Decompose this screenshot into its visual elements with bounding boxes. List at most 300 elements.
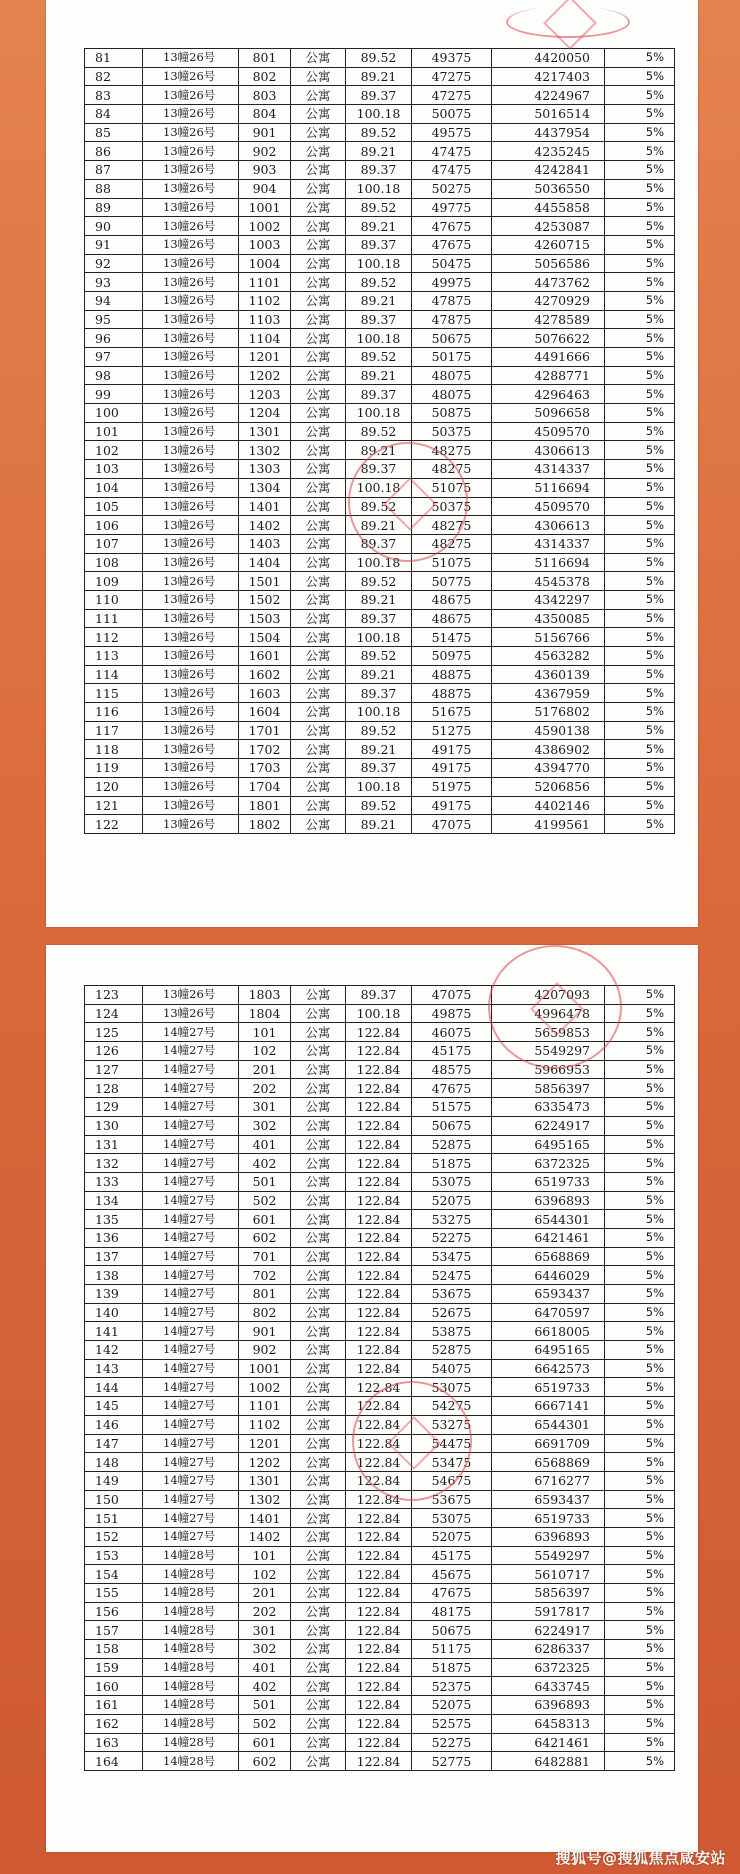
row-number: 112 [85,628,143,647]
building-cell: 13幢26号 [143,179,239,198]
rate-cell: 5% [605,217,675,236]
unit-cell: 501 [239,1696,291,1715]
table-row [85,1415,675,1434]
total-price-cell: 4207093 [492,986,605,1005]
table-row [85,1285,675,1304]
area-cell: 122.84 [346,1154,412,1173]
total-price-cell: 4996478 [492,1004,605,1023]
area-cell: 100.18 [346,478,412,497]
area-cell: 89.21 [346,441,412,460]
unit-cell: 1204 [239,404,291,423]
unit-price-cell: 50475 [412,254,492,273]
area-cell: 122.84 [346,1397,412,1416]
table-row [85,647,675,666]
rate-cell: 5% [605,254,675,273]
unit-price-cell: 47475 [412,142,492,161]
area-cell: 89.52 [346,721,412,740]
rate-cell: 5% [605,49,675,68]
building-cell: 13幢26号 [143,291,239,310]
building-cell: 14幢27号 [143,1434,239,1453]
row-number: 155 [85,1584,143,1603]
type-cell: 公寓 [291,1696,346,1715]
total-price-cell: 5056586 [492,254,605,273]
building-cell: 13幢26号 [143,67,239,86]
unit-price-cell: 48875 [412,684,492,703]
area-cell: 100.18 [346,254,412,273]
total-price-cell: 4509570 [492,497,605,516]
unit-cell: 1001 [239,1359,291,1378]
table-row [85,254,675,273]
unit-cell: 804 [239,105,291,124]
rate-cell: 5% [605,1060,675,1079]
rate-cell: 5% [605,534,675,553]
unit-cell: 502 [239,1191,291,1210]
rate-cell: 5% [605,161,675,180]
building-cell: 14幢28号 [143,1752,239,1771]
unit-cell: 1502 [239,590,291,609]
rate-cell: 5% [605,1322,675,1341]
row-number: 117 [85,721,143,740]
rate-cell: 5% [605,777,675,796]
unit-cell: 1101 [239,1397,291,1416]
rate-cell: 5% [605,1453,675,1472]
total-price-cell: 4288771 [492,366,605,385]
rate-cell: 5% [605,1023,675,1042]
row-number: 151 [85,1509,143,1528]
area-cell: 122.84 [346,1228,412,1247]
table-row [85,1172,675,1191]
unit-cell: 802 [239,67,291,86]
table-row [85,1565,675,1584]
building-cell: 14幢27号 [143,1228,239,1247]
type-cell: 公寓 [291,796,346,815]
unit-price-cell: 47675 [412,235,492,254]
area-cell: 89.52 [346,123,412,142]
rate-cell: 5% [605,1434,675,1453]
rate-cell: 5% [605,553,675,572]
total-price-cell: 5016514 [492,105,605,124]
rate-cell: 5% [605,348,675,367]
type-cell: 公寓 [291,273,346,292]
type-cell: 公寓 [291,740,346,759]
unit-cell: 1103 [239,310,291,329]
table-row [85,385,675,404]
unit-cell: 1402 [239,516,291,535]
unit-cell: 402 [239,1677,291,1696]
area-cell: 89.21 [346,516,412,535]
row-number: 99 [85,385,143,404]
table-row [85,572,675,591]
unit-cell: 801 [239,1285,291,1304]
table-row [85,1023,675,1042]
unit-cell: 1401 [239,1509,291,1528]
rate-cell: 5% [605,123,675,142]
rate-cell: 5% [605,1004,675,1023]
rate-cell: 5% [605,460,675,479]
total-price-cell: 6446029 [492,1266,605,1285]
row-number: 103 [85,460,143,479]
area-cell: 122.84 [346,1546,412,1565]
building-cell: 13幢26号 [143,142,239,161]
unit-cell: 102 [239,1042,291,1061]
unit-cell: 1701 [239,721,291,740]
table-row [85,759,675,778]
area-cell: 100.18 [346,179,412,198]
total-price-cell: 4224967 [492,86,605,105]
building-cell: 14幢27号 [143,1359,239,1378]
total-price-cell: 5156766 [492,628,605,647]
row-number: 161 [85,1696,143,1715]
area-cell: 100.18 [346,1004,412,1023]
building-cell: 13幢26号 [143,703,239,722]
type-cell: 公寓 [291,1060,346,1079]
type-cell: 公寓 [291,1042,346,1061]
unit-price-cell: 51575 [412,1098,492,1117]
total-price-cell: 5856397 [492,1079,605,1098]
area-cell: 122.84 [346,1042,412,1061]
total-price-cell: 6642573 [492,1359,605,1378]
unit-cell: 1703 [239,759,291,778]
row-number: 97 [85,348,143,367]
unit-cell: 901 [239,123,291,142]
total-price-cell: 4350085 [492,609,605,628]
rate-cell: 5% [605,1285,675,1304]
row-number: 158 [85,1640,143,1659]
table-row [85,404,675,423]
building-cell: 14幢27号 [143,1135,239,1154]
type-cell: 公寓 [291,1247,346,1266]
type-cell: 公寓 [291,986,346,1005]
row-number: 124 [85,1004,143,1023]
total-price-cell: 4296463 [492,385,605,404]
row-number: 133 [85,1172,143,1191]
building-cell: 14幢28号 [143,1714,239,1733]
area-cell: 122.84 [346,1565,412,1584]
unit-cell: 402 [239,1154,291,1173]
total-price-cell: 6568869 [492,1247,605,1266]
building-cell: 14幢27号 [143,1322,239,1341]
total-price-cell: 4270929 [492,291,605,310]
type-cell: 公寓 [291,1546,346,1565]
unit-cell: 1101 [239,273,291,292]
row-number: 104 [85,478,143,497]
unit-price-cell: 47075 [412,986,492,1005]
rate-cell: 5% [605,422,675,441]
area-cell: 89.21 [346,665,412,684]
row-number: 157 [85,1621,143,1640]
type-cell: 公寓 [291,1154,346,1173]
type-cell: 公寓 [291,198,346,217]
total-price-cell: 4314337 [492,534,605,553]
area-cell: 122.84 [346,1247,412,1266]
table-row [85,1621,675,1640]
rate-cell: 5% [605,291,675,310]
type-cell: 公寓 [291,516,346,535]
area-cell: 122.84 [346,1490,412,1509]
building-cell: 14幢27号 [143,1471,239,1490]
type-cell: 公寓 [291,1359,346,1378]
rate-cell: 5% [605,1228,675,1247]
unit-price-cell: 49875 [412,1004,492,1023]
area-cell: 122.84 [346,1640,412,1659]
table-row [85,1640,675,1659]
total-price-cell: 4306613 [492,516,605,535]
type-cell: 公寓 [291,1098,346,1117]
table-row [85,49,675,68]
building-cell: 13幢26号 [143,777,239,796]
unit-cell: 1203 [239,385,291,404]
building-cell: 14幢27号 [143,1060,239,1079]
rate-cell: 5% [605,572,675,591]
row-number: 106 [85,516,143,535]
unit-cell: 1403 [239,534,291,553]
row-number: 141 [85,1322,143,1341]
total-price-cell: 4314337 [492,460,605,479]
table-row [85,609,675,628]
building-cell: 14幢27号 [143,1415,239,1434]
total-price-cell: 6470597 [492,1303,605,1322]
table-row [85,777,675,796]
unit-cell: 101 [239,1023,291,1042]
table-row [85,1434,675,1453]
area-cell: 100.18 [346,703,412,722]
table-row [85,1191,675,1210]
type-cell: 公寓 [291,1378,346,1397]
unit-cell: 1803 [239,986,291,1005]
building-cell: 14幢27号 [143,1509,239,1528]
area-cell: 122.84 [346,1696,412,1715]
total-price-cell: 6421461 [492,1733,605,1752]
unit-cell: 501 [239,1172,291,1191]
unit-cell: 1503 [239,609,291,628]
unit-cell: 801 [239,49,291,68]
area-cell: 100.18 [346,404,412,423]
building-cell: 14幢28号 [143,1546,239,1565]
building-cell: 14幢27号 [143,1172,239,1191]
total-price-cell: 4437954 [492,123,605,142]
type-cell: 公寓 [291,1191,346,1210]
unit-price-cell: 53075 [412,1509,492,1528]
table-row [85,721,675,740]
area-cell: 122.84 [346,1658,412,1677]
unit-cell: 1201 [239,1434,291,1453]
unit-cell: 1202 [239,366,291,385]
area-cell: 89.37 [346,385,412,404]
row-number: 108 [85,553,143,572]
type-cell: 公寓 [291,1677,346,1696]
building-cell: 14幢28号 [143,1733,239,1752]
rate-cell: 5% [605,647,675,666]
building-cell: 13幢26号 [143,497,239,516]
row-number: 115 [85,684,143,703]
building-cell: 13幢26号 [143,684,239,703]
building-cell: 14幢27号 [143,1042,239,1061]
building-cell: 14幢28号 [143,1658,239,1677]
table-row [85,1359,675,1378]
table-row [85,1341,675,1360]
unit-cell: 1004 [239,254,291,273]
area-cell: 122.84 [346,1285,412,1304]
unit-price-cell: 50075 [412,105,492,124]
type-cell: 公寓 [291,534,346,553]
type-cell: 公寓 [291,254,346,273]
unit-price-cell: 49775 [412,198,492,217]
unit-cell: 201 [239,1060,291,1079]
rate-cell: 5% [605,1471,675,1490]
rate-cell: 5% [605,815,675,834]
unit-price-cell: 50675 [412,1116,492,1135]
table-row [85,986,675,1005]
type-cell: 公寓 [291,1527,346,1546]
price-table-1 [84,48,675,834]
table-row [85,665,675,684]
unit-price-cell: 50275 [412,179,492,198]
rate-cell: 5% [605,1079,675,1098]
area-cell: 100.18 [346,329,412,348]
unit-cell: 301 [239,1098,291,1117]
rate-cell: 5% [605,441,675,460]
table-row [85,179,675,198]
building-cell: 14幢28号 [143,1621,239,1640]
rate-cell: 5% [605,628,675,647]
table-row [85,1247,675,1266]
rate-cell: 5% [605,516,675,535]
unit-cell: 401 [239,1658,291,1677]
building-cell: 13幢26号 [143,553,239,572]
total-price-cell: 4253087 [492,217,605,236]
unit-cell: 1301 [239,1471,291,1490]
rate-cell: 5% [605,1696,675,1715]
building-cell: 13幢26号 [143,198,239,217]
total-price-cell: 6335473 [492,1098,605,1117]
total-price-cell: 4563282 [492,647,605,666]
type-cell: 公寓 [291,497,346,516]
table-row [85,329,675,348]
unit-price-cell: 51875 [412,1154,492,1173]
type-cell: 公寓 [291,1004,346,1023]
row-number: 152 [85,1527,143,1546]
row-number: 163 [85,1733,143,1752]
building-cell: 13幢26号 [143,590,239,609]
total-price-cell: 6396893 [492,1191,605,1210]
total-price-cell: 4306613 [492,441,605,460]
unit-price-cell: 54075 [412,1359,492,1378]
building-cell: 13幢26号 [143,254,239,273]
type-cell: 公寓 [291,1397,346,1416]
total-price-cell: 4402146 [492,796,605,815]
unit-cell: 1801 [239,796,291,815]
row-number: 92 [85,254,143,273]
building-cell: 14幢28号 [143,1584,239,1603]
unit-cell: 201 [239,1584,291,1603]
unit-price-cell: 51175 [412,1640,492,1659]
total-price-cell: 4491666 [492,348,605,367]
row-number: 83 [85,86,143,105]
unit-price-cell: 45175 [412,1042,492,1061]
table-row [85,1042,675,1061]
table-row [85,235,675,254]
unit-cell: 601 [239,1733,291,1752]
rate-cell: 5% [605,1490,675,1509]
unit-price-cell: 47875 [412,310,492,329]
unit-price-cell: 50875 [412,404,492,423]
total-price-cell: 5206856 [492,777,605,796]
area-cell: 122.84 [346,1303,412,1322]
unit-price-cell: 48275 [412,460,492,479]
type-cell: 公寓 [291,179,346,198]
row-number: 113 [85,647,143,666]
row-number: 94 [85,291,143,310]
unit-cell: 1002 [239,1378,291,1397]
unit-cell: 1603 [239,684,291,703]
building-cell: 13幢26号 [143,273,239,292]
rate-cell: 5% [605,759,675,778]
unit-cell: 1001 [239,198,291,217]
table-row [85,796,675,815]
type-cell: 公寓 [291,217,346,236]
area-cell: 122.84 [346,1210,412,1229]
unit-price-cell: 52275 [412,1228,492,1247]
rate-cell: 5% [605,1714,675,1733]
table-row [85,460,675,479]
row-number: 146 [85,1415,143,1434]
unit-price-cell: 50675 [412,1621,492,1640]
row-number: 147 [85,1434,143,1453]
row-number: 125 [85,1023,143,1042]
building-cell: 14幢27号 [143,1527,239,1546]
rate-cell: 5% [605,329,675,348]
unit-price-cell: 47875 [412,291,492,310]
type-cell: 公寓 [291,1228,346,1247]
type-cell: 公寓 [291,1285,346,1304]
type-cell: 公寓 [291,142,346,161]
rate-cell: 5% [605,1509,675,1528]
row-number: 116 [85,703,143,722]
total-price-cell: 6224917 [492,1621,605,1640]
total-price-cell: 6667141 [492,1397,605,1416]
table-row [85,422,675,441]
unit-cell: 803 [239,86,291,105]
type-cell: 公寓 [291,1621,346,1640]
area-cell: 122.84 [346,1079,412,1098]
unit-price-cell: 53075 [412,1378,492,1397]
row-number: 84 [85,105,143,124]
total-price-cell: 4242841 [492,161,605,180]
area-cell: 122.84 [346,1098,412,1117]
table-row [85,553,675,572]
row-number: 81 [85,49,143,68]
total-price-cell: 6544301 [492,1210,605,1229]
type-cell: 公寓 [291,1116,346,1135]
unit-cell: 202 [239,1079,291,1098]
area-cell: 89.21 [346,142,412,161]
row-number: 93 [85,273,143,292]
total-price-cell: 4260715 [492,235,605,254]
unit-cell: 1102 [239,1415,291,1434]
unit-cell: 1604 [239,703,291,722]
unit-cell: 602 [239,1228,291,1247]
row-number: 162 [85,1714,143,1733]
total-price-cell: 5176802 [492,703,605,722]
type-cell: 公寓 [291,1752,346,1771]
building-cell: 13幢26号 [143,310,239,329]
unit-cell: 302 [239,1116,291,1135]
building-cell: 14幢27号 [143,1285,239,1304]
type-cell: 公寓 [291,1341,346,1360]
unit-price-cell: 51075 [412,478,492,497]
unit-cell: 902 [239,142,291,161]
building-cell: 13幢26号 [143,796,239,815]
